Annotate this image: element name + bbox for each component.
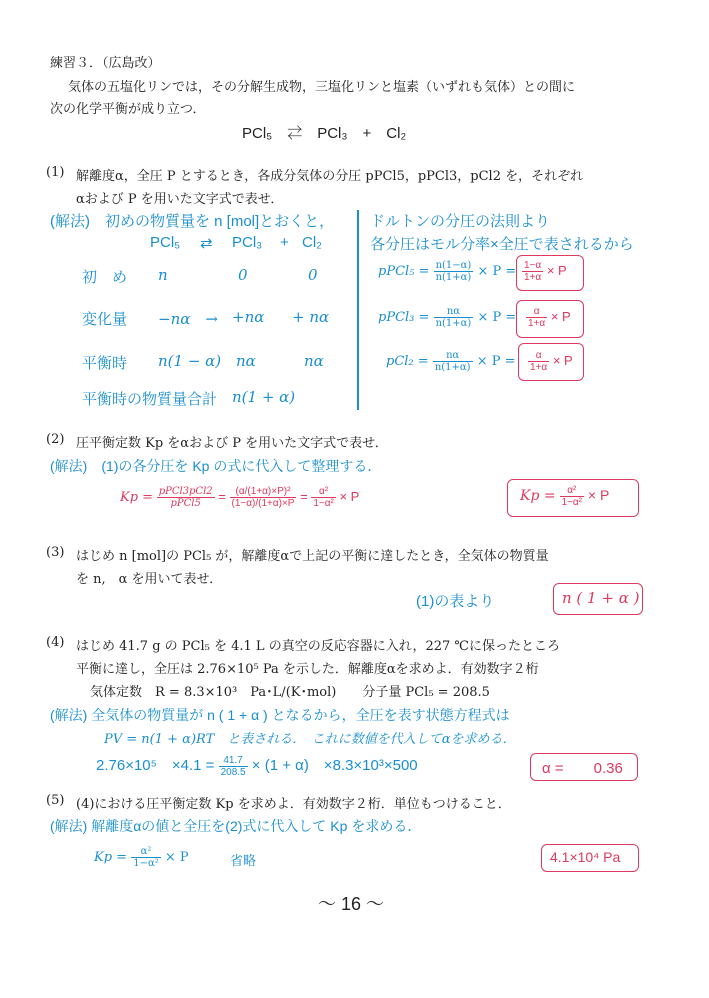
q5-f-num: α² [131,846,161,858]
table-header-pcl3: PCl₃ [232,234,263,251]
row-change-c2: +nα [232,308,265,326]
row-eq-c2: nα [236,352,256,370]
p1-num: n(1−α) [435,260,472,271]
row-change-c1: −nα → [158,310,218,328]
q2-times: × P [339,488,360,504]
table-header-plus: + [280,234,289,251]
q5-kp: Kp = [94,850,128,865]
q4-text-2: 平衡に達し，全圧は 2.76×10⁵ Pa を示した．解離度αを求めよ．有効数字２桁 [76,662,539,677]
intro-line-1: 気体の五塩化リンでは，その分解生成物，三塩化リンと塩素（いずれも気体）との間に [68,80,576,95]
right-note-2: 各分圧はモル分率×全圧で表されるから [370,236,634,253]
q2-number: (2) [46,432,65,447]
row-eq-c3: nα [304,352,324,370]
q4-number: (4) [46,635,65,650]
total-value: n(1 + α) [232,388,296,406]
table-header-cl2: Cl₂ [302,234,322,251]
q1-method: (解法) 初めの物質量を n [mol]とおくと， [50,213,335,230]
q2-method: (解法) (1)の各分圧を Kp の式に代入して整理する． [50,458,382,474]
partial-cl2 [386,350,516,373]
p2-ans-num: α [526,306,547,318]
right-note-1: ドルトンの分圧の法則より [370,213,551,230]
p3-ans-times: × P [552,352,573,368]
q3-text-2: を n, α を用いて表せ． [76,572,223,587]
q2-ans-rhs: × P [587,487,610,504]
table-header-pcl5: PCl₅ [150,234,181,251]
row-eq-c1: n(1 − α) [158,352,222,370]
q2-f1-den: pPCl5 [170,498,201,509]
p3-num: nα [433,350,473,362]
q5-formula [94,846,189,869]
page-number: ～ 16 ～ [318,894,385,914]
partial-pcl5 [378,260,516,283]
q4-answer: α = 0.36 [542,760,623,777]
p3-times: × P = [476,354,516,369]
p3-ans-num: α [528,350,549,362]
p2-den: n(1+α) [435,318,472,329]
exercise-title: 練習３．（広島改） [50,56,161,71]
q3-text-1: はじめ n [mol]の PCl₅ が，解離度αで上記の平衡に達したとき，全気体の物質量 [76,549,549,564]
q4-calc-left: 2.76×10⁵ ×4.1 = [96,757,215,774]
p1-ans-den: 1+α [524,272,542,283]
row-change-c3: + nα [292,308,330,326]
q5-text: (4)における圧平衡定数 Kp を求めよ．有効数字２桁．単位もつけること． [76,797,511,812]
q2-ans-num: α² [560,485,585,497]
row-initial-c1: n [158,266,168,284]
q5-omit: 省略 [230,853,257,868]
reaction-equation: PCl₅ ⇄ PCl₃ + Cl₂ [242,125,407,142]
q4-constants: 気体定数 R = 8.3×10³ Pa･L/(K･mol) 分子量 PCl₅ = 208.5 [90,685,490,700]
q5-answer: 4.1×10⁴ Pa [550,849,621,865]
p2-num: nα [434,306,474,318]
p2-ans-den: 1+α [528,318,546,329]
q2-f2: $\frac{\text{(α/(1+α)×P)²}}{(1-\alpha)/(1+\alpha)\times P}$ [231,486,295,509]
q2-answer [520,485,609,508]
p2-ans-times: × P [550,308,571,324]
q2-derivation: Kp = $\frac{\text{pPCl3pCl2}}{\text{pPCl5}}$ = $\frac{\text{(α/(1+α)×P)²}}{(1-\alpha)/(1+\alpha)\times P}$ = $\frac{\text{α²}}{\text{1−α²}}$ × P [120,486,360,509]
q4-method-2: PV = n(1 + α)RT と表される． これに数値を代入してαを求める． [104,732,516,747]
row-change-label: 変化量 [82,311,128,328]
q2-kp: Kp = [120,489,154,505]
q2-f3-den: 1−α² [313,498,334,509]
p1-lhs: pPCl₅ = [378,264,430,279]
q2-f3-num: α² [311,486,336,498]
p1-ans-num: 1−α [524,260,542,271]
p1-den: n(1+α) [435,272,472,283]
q4-calc-den: 208.5 [220,766,246,778]
p1-answer [522,260,567,283]
q4-calculation [96,754,418,778]
p2-times: × P = [477,310,517,325]
q5-f-den: 1−α² [133,858,159,869]
p2-lhs: pPCl₃ = [378,310,430,325]
p2-answer [526,306,571,329]
p3-den: n(1+α) [434,362,471,373]
q5-method: (解法) 解離度αの値と全圧を(2)式に代入して Kp を求める． [50,818,422,834]
q3-number: (3) [46,545,65,560]
q1-text-1: 解離度α，全圧 P とするとき，各成分気体の分圧 pPCl5，pPCl3，pCl2 を，それぞれ [76,169,584,184]
row-eq-label: 平衡時 [82,355,128,372]
q3-answer: n ( 1 + α ) [562,589,640,607]
p3-lhs: pCl₂ = [386,354,429,369]
q2-text: 圧平衡定数 Kp をαおよび P を用いた文字式で表せ． [76,436,388,451]
p1-ans-times: × P [546,262,567,278]
q5-number: (5) [46,793,65,808]
q4-calc-right: × (1 + α) ×8.3×10³×500 [251,757,418,774]
q1-number: (1) [46,165,65,180]
p3-ans-den: 1+α [530,362,548,373]
intro-line-2: 次の化学平衡が成り立つ． [50,102,206,117]
total-label: 平衡時の物質量合計 [82,391,218,408]
q2-f1-num: pPCl3pCl2 [158,486,213,497]
q4-calc-num: 41.7 [219,755,248,767]
q2-ans-den: 1−α² [561,497,583,508]
partial-pcl3 [378,306,516,329]
q4-text-1: はじめ 41.7 g の PCl₅ を 4.1 L の真空の反応容器に入れ，227 ℃に保ったところ [76,639,560,654]
q1-text-2: αおよび P を用いた文字式で表せ． [76,192,284,207]
row-initial-label: 初 め [82,269,128,286]
divider-line [357,210,359,410]
p1-times: × P = [477,264,517,279]
q4-method-1: (解法) 全気体の物質量が n ( 1 + α ) となるから，全圧を表す状態方程式は [50,707,510,723]
p3-answer [528,350,573,373]
row-initial-c3: 0 [308,266,318,284]
q5-times: × P [164,850,189,865]
q3-note: (1)の表より [416,593,495,610]
table-header-arrow: ⇄ [200,235,213,252]
row-initial-c2: 0 [238,266,248,284]
q2-ans-lhs: Kp = [520,488,556,505]
